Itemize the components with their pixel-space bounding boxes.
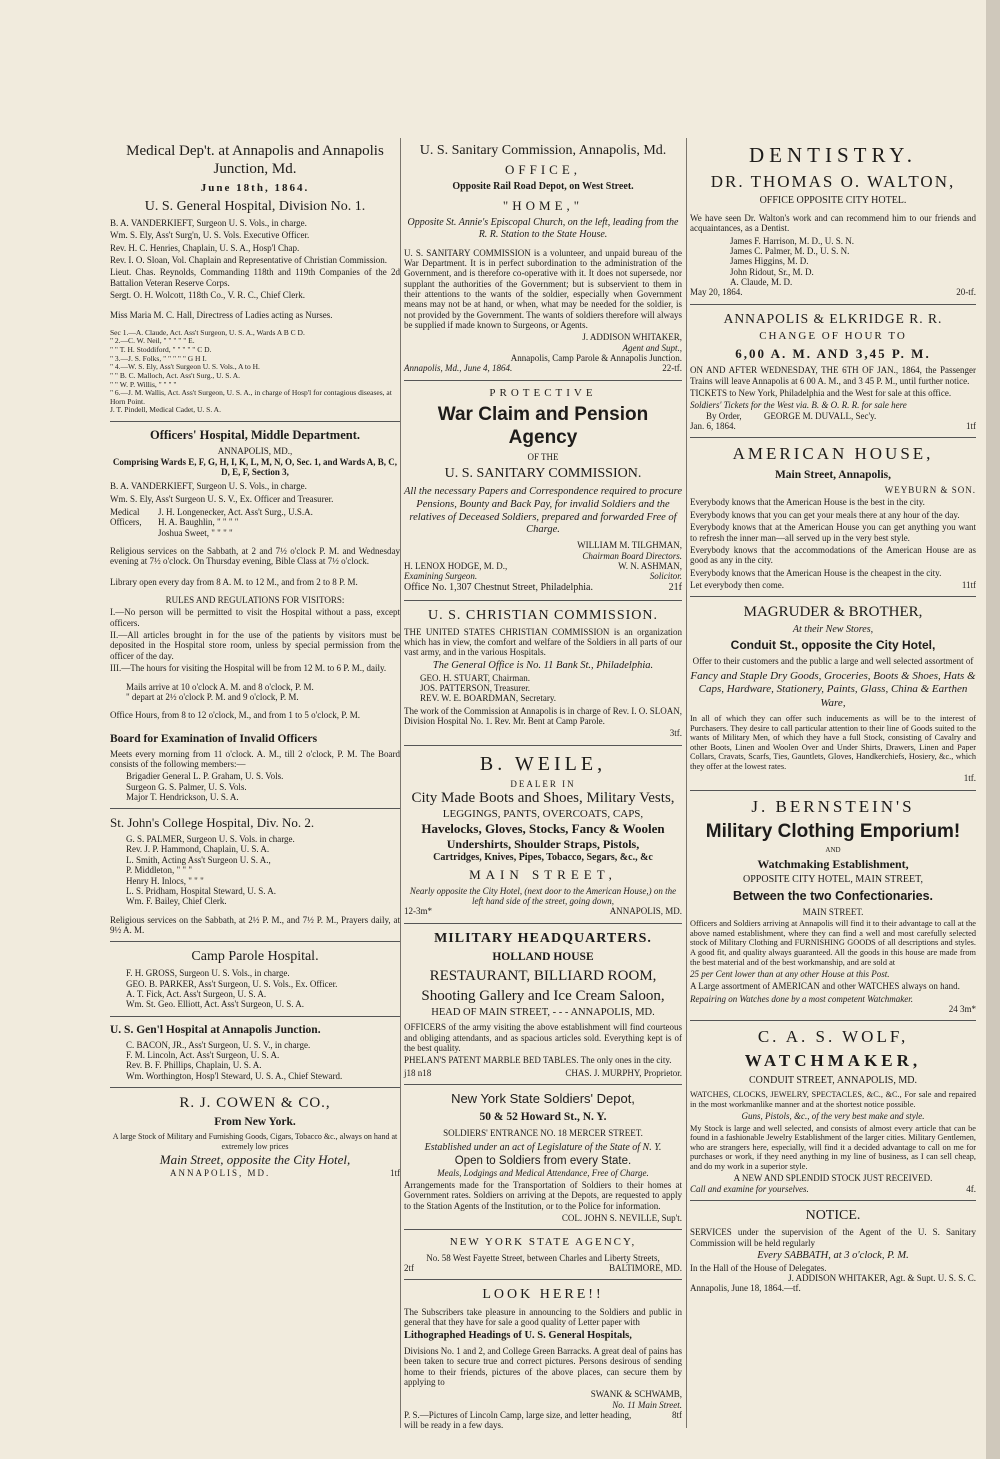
- dentistry-title: DENTISTRY.: [748, 143, 918, 167]
- bernstein-watches: A Large assortment of AMERICAN and other WATCHES always on hand.: [690, 981, 960, 992]
- ah-mark: 11tf: [961, 579, 976, 590]
- agent-name: J. ADDISON WHITAKER,: [582, 332, 682, 343]
- rr-soldiers: Soldiers' Tickets for the West via. B. & O. R. R. for sale here: [690, 400, 907, 411]
- hodge-title: Examining Surgeon.: [404, 571, 478, 582]
- staff-line: Rev. H. C. Henries, Chaplain, U. S. A., Hosp'l Chap.: [110, 242, 300, 253]
- medical-officers-label: Medical Officers,: [110, 507, 142, 528]
- sanitary-title: U. S. Sanitary Commission, Annapolis, Md.: [419, 143, 667, 158]
- bernstein-between: Between the two Confectionaries.: [732, 888, 934, 903]
- staff-line: Lieut. Chas. Reynolds, Commanding 118th and 119th Companies of the 2d Battalion Veteran Reserve Corps.: [110, 267, 400, 288]
- weile-cartridges: Cartridges, Knives, Pipes, Tobacco, Segars, &c., &c: [433, 851, 653, 863]
- column-1: [110, 140, 406, 1178]
- bernstein-emporium: Military Clothing Emporium!: [705, 821, 961, 843]
- agent-mark: 22-tf.: [662, 363, 682, 374]
- column-3: [684, 140, 976, 1294]
- cowen-text: A large Stock of Military and Furnishing Goods, Cigars, Tobacco &c., always on hand at extremely low prices: [112, 1132, 398, 1152]
- rr-text: ON AND AFTER WEDNESDAY, THE 6TH OF JAN., 1864, the Passenger Trains will leave Annapolis at 6 00 A. M., and 3 45 P. M., until further notice.: [690, 365, 976, 386]
- war-text: All the necessary Papers and Correspondence required to procure Pensions, Bounty and Back Pay, for invalid Soldiers and the relatives of Deceased Soldiers, prepared and forwarded Free of Charge.: [404, 485, 682, 536]
- litho-title: Lithographed Headings of U. S. General Hospitals,: [404, 1330, 632, 1342]
- christian-office: The General Office is No. 11 Bank St., Philadelphia.: [432, 659, 654, 671]
- protective-heading: PROTECTIVE: [489, 386, 597, 399]
- rr-change: CHANGE OF HOUR TO: [759, 330, 907, 343]
- wolf-new: A NEW AND SPLENDID STOCK JUST RECEIVED.: [733, 1173, 933, 1184]
- staff-line: C. BACON, JR., Ass't Surgeon, U. S. V., in charge.: [126, 1039, 311, 1050]
- weile-havelocks: Havelocks, Gloves, Stocks, Fancy & Woolen: [421, 821, 665, 837]
- staff-line: B. A. VANDERKIEFT, Surgeon U. S. Vols., in charge.: [110, 481, 307, 492]
- staff-line: Wm. S. Ely, Ass't Surg'n, U. S. Vols. Executive Officer.: [110, 230, 310, 241]
- bernstein-text: Officers and Soldiers arriving at Annapolis will find it to their advantage to call at the above named establishment, where they can find a well and most carefully selected stock of Military Clothing and FURNISHING GOODS of all descriptions and styles. A good fit, and quality always guaranteed. All the goods in this house are made from the best material and of the best workmanship, and are sold at: [690, 919, 976, 967]
- magruder-mark: 1tf.: [963, 773, 976, 784]
- dr-reference: John Ridout, Sr., M. D.: [730, 266, 814, 277]
- swank-address: No. 11 Main Street.: [612, 1399, 682, 1410]
- bernstein-title: J. BERNSTEIN'S: [751, 796, 915, 816]
- ps-mark: 8tf: [672, 1410, 682, 1421]
- religious-services: Religious services on the Sabbath, at 2 and 7½ o'clock P. M. and Wednesday evening at 7½ o'clock. On Thursday evening, Bible Class at 7½ o'clock.: [110, 546, 400, 567]
- phelan: PHELAN'S PATENT MARBLE BED TABLES. The only ones in the city.: [404, 1055, 672, 1066]
- junction-hospital-title: U. S. Gen'l Hospital at Annapolis Junction.: [110, 1023, 321, 1036]
- wolf-watchmaker: WATCHMAKER,: [744, 1051, 922, 1071]
- magruder-offer: Offer to their customers and the public a large and well selected assortment of: [692, 655, 974, 666]
- ah-line: Everybody knows that the accommodations of the American House are as good as any in the city.: [690, 544, 976, 566]
- weile-date: 12-3m*: [404, 906, 432, 917]
- dr-reference: James F. Harrison, M. D., U. S. N.: [730, 235, 855, 246]
- nys-agency-mark: 2tf: [404, 1263, 414, 1274]
- nys-title: New York State Soldiers' Depot,: [451, 1090, 635, 1106]
- ward-line: " 6.—J. M. Wallis, Act. Ass't Surgeon, U. S. A., in charge of Hosp'l for contagious diseases, at Horn Point.: [110, 388, 392, 406]
- wolf-title: C. A. S. WOLF,: [757, 1027, 909, 1047]
- wolf-text-2: My Stock is large and well selected, and consists of almost every article that can be found in a fashionable Jewelry Establishment of the larger cities. Military Gentlemen, who are strangers here, especially, will find it a decided advantage to call on me for purchases or work, if they need anything in my line of business, as I can sell cheap, and do my work in a superior style.: [690, 1123, 976, 1171]
- mails-line: Mails arrive at 10 o'clock A. M. and 8 o'clock, P. M.: [126, 681, 314, 692]
- shooting: Shooting Gallery and Ice Cream Saloon,: [421, 988, 665, 1005]
- mails-line: " depart at 2½ o'clock P. M. and 9 o'clock, P. M.: [126, 691, 299, 702]
- staff-line: A. T. Fick, Act. Ass't Surgeon, U. S. A.: [126, 989, 267, 999]
- staff-line: L. Smith, Acting Ass't Surgeon U. S. A.,: [126, 854, 271, 865]
- restaurant: RESTAURANT, BILLIARD ROOM,: [429, 967, 657, 984]
- mh-date: j18 n18: [404, 1067, 432, 1078]
- rr-mark: 1tf: [966, 421, 976, 432]
- weile-address: Nearly opposite the City Hotel, (next door to the American House,) on the left hand side of the street, going down,: [409, 885, 677, 906]
- camp-parole-title: Camp Parole Hospital.: [191, 949, 319, 965]
- officers-hospital-title: Officers' Hospital, Middle Department.: [149, 428, 361, 443]
- weile-leggings: LEGGINGS, PANTS, OVERCOATS, CAPS,: [442, 807, 644, 820]
- staff-line: Rev. B. F. Phillips, Chaplain, U. S. A.: [126, 1060, 262, 1071]
- notice-hall: In the Hall of the House of Delegates.: [690, 1262, 827, 1273]
- dr-reference: A. Claude, M. D.: [730, 276, 793, 287]
- officer-line: J. H. Longenecker, Act. Ass't Surg., U.S.A.: [158, 507, 313, 518]
- wolf-mark: 4f.: [966, 1183, 976, 1194]
- bernstein-percent: 25 per Cent lower than at any other House at this Post.: [690, 969, 890, 980]
- nys-col: COL. JOHN S. NEVILLE, Sup't.: [561, 1213, 682, 1223]
- date-line: June 18th, 1864.: [200, 181, 310, 194]
- nys-agency: NEW YORK STATE AGENCY,: [449, 1236, 637, 1249]
- home-sub: Opposite St. Annie's Episcopal Church, on the left, leading from the R. R. Station to the State House.: [407, 217, 679, 241]
- magruder-sub: At their New Stores,: [792, 623, 874, 635]
- ward-line: " " W. P. Willis, " " " ": [110, 379, 177, 389]
- dr-date: May 20, 1864.: [690, 287, 743, 298]
- tilghman-title: Chairman Board Directors.: [582, 550, 682, 561]
- medical-dept-title: Medical Dep't. at Annapolis and Annapolis Junction, Md.: [126, 143, 384, 178]
- ah-line: Everybody knows that the American House is the best in the city.: [690, 497, 925, 508]
- ward-line: " 3.—J. S. Folks, " " " " " G H I.: [110, 353, 207, 363]
- nys-agency-city: BALTIMORE, MD.: [609, 1263, 682, 1274]
- christian-work: The work of the Commission at Annapolis is in charge of Rev. I. O. SLOAN, Division Hospital No. 1. Rev. Mr. Bent at Camp Parole.: [404, 705, 682, 726]
- magruder-conduit: Conduit St., opposite the City Hotel,: [730, 638, 936, 653]
- ward-line: J. T. Pindell, Medical Cadet, U. S. A.: [110, 405, 221, 415]
- mh-prop: CHAS. J. MURPHY, Proprietor.: [565, 1067, 682, 1078]
- notice-date: Annapolis, June 18, 1864.—tf.: [690, 1283, 801, 1294]
- board-member: Surgeon G. S. Palmer, U. S. Vols.: [126, 781, 247, 792]
- staff-line: GEO. B. PARKER, Ass't Surgeon, U. S. Vols., Ex. Officer.: [126, 978, 338, 989]
- weile-boots: City Made Boots and Shoes, Military Vests,: [411, 790, 675, 807]
- office-heading: OFFICE,: [504, 162, 582, 178]
- ashman-title: Solicitor.: [649, 571, 682, 582]
- sanitary-text: U. S. SANITARY COMMISSION is a volunteer, and unpaid bureau of the War Department. It is in perfect subordination to the administration of the Government, and is therefore co-operative with it. It does not supersede, nor supplant the authorities of the Government; but is subservient to them in their attentions to the wants of the soldier, especially when Government means may not be at hand, or when, what may be needed for the soldier, is not provided by the Government. The wants of soldiers therefore will always be supplied if made known to Surgeons, or Agents.: [404, 247, 682, 331]
- notice-title: NOTICE.: [805, 1208, 861, 1224]
- bernstein-and: AND: [825, 845, 841, 854]
- ah-title: AMERICAN HOUSE,: [732, 444, 934, 464]
- bernstein-main: MAIN STREET.: [802, 907, 864, 918]
- officers-hospital-wards: Comprising Wards E, F, G, H, I, K, L, M, N, O, Sec. 1, and Wards A, B, C, D, E, F, Section 3,: [112, 456, 398, 478]
- st-johns-title: St. John's College Hospital, Div. No. 2.: [110, 815, 315, 831]
- head-main: HEAD OF MAIN STREET, - - - ANNAPOLIS, MD.: [431, 1007, 655, 1019]
- christian-person: JOS. PATTERSON, Treasurer.: [420, 682, 530, 693]
- office-sub: Opposite Rail Road Depot, on West Street.: [452, 180, 634, 192]
- ward-line: " 4.—W. S. Ely, Ass't Surgeon U. S. Vols., A to H.: [110, 362, 260, 372]
- weile-main-street: MAIN STREET,: [469, 866, 617, 882]
- cowen-mark: 1tf: [390, 1167, 400, 1178]
- magruder-title: MAGRUDER & BROTHER,: [743, 604, 923, 621]
- mh-text: OFFICERS of the army visiting the above establishment will find courteous and obliging attendants, and as spacious articles sold. Everything kept is of the best quality.: [404, 1022, 682, 1053]
- staff-line: B. A. VANDERKIEFT, Surgeon U. S. Vols., in charge.: [110, 218, 307, 229]
- dr-office: OFFICE OPPOSITE CITY HOTEL.: [759, 195, 907, 207]
- cowen-title: R. J. COWEN & CO.,: [179, 1095, 331, 1112]
- staff-line: Rev. I. O. Sloan, Vol. Chaplain and Representative of Christian Commission.: [110, 255, 388, 266]
- rr-date: Jan. 6, 1864.: [690, 421, 736, 432]
- staff-line: F. M. Lincoln, Act. Ass't Surgeon, U. S. A.: [126, 1050, 280, 1061]
- war-claim-title: War Claim and Pension Agency: [437, 404, 649, 449]
- christian-title: U. S. CHRISTIAN COMMISSION.: [427, 607, 659, 623]
- staff-line: Wm. F. Bailey, Chief Clerk.: [126, 896, 227, 907]
- nys-open: Open to Soldiers from every State.: [454, 1154, 632, 1167]
- notice-every: Every SABBATH, at 3 o'clock, P. M.: [757, 1249, 909, 1261]
- staff-line: Wm. Worthington, Hosp'l Steward, U. S. A., Chief Steward.: [126, 1070, 343, 1081]
- dr-name: DR. THOMAS O. WALTON,: [710, 171, 956, 191]
- ward-line: " " B. C. Malloch, Act. Ass't Surg., U. S. A.: [110, 370, 241, 380]
- look-here: LOOK HERE!!: [482, 1287, 604, 1303]
- dr-reference: James Higgins, M. D.: [730, 256, 809, 267]
- ward-line: " " T. H. Stoddiford, " " " " " C D.: [110, 345, 212, 355]
- officer-line: H. A. Baughlin, " " " ": [158, 517, 239, 528]
- rr-sec: GEORGE M. DUVALL, Sec'y.: [763, 410, 877, 421]
- rr-title: ANNAPOLIS & ELKRIDGE R. R.: [723, 310, 943, 326]
- wolf-address: CONDUIT STREET, ANNAPOLIS, MD.: [749, 1074, 917, 1086]
- nys-text: Arrangements made for the Transportation of Soldiers to their homes at Government rates. Soldiers on arriving at the Depots, are requested to apply to the Station Agents of the Institution, or to the Police for information.: [404, 1179, 682, 1211]
- cowen-sub: From New York.: [214, 1116, 296, 1129]
- of-the: OF THE: [527, 451, 559, 462]
- agent-place: Annapolis, Camp Parole & Annapolis Junction.: [510, 353, 682, 364]
- rule-line: I.—No person will be permitted to visit the Hospital without a pass, except officers.: [110, 607, 400, 628]
- weile-city: ANNAPOLIS, MD.: [609, 906, 682, 917]
- bernstein-mark: 24 3m*: [948, 1004, 976, 1015]
- officers-hospital-place: ANNAPOLIS, MD.,: [217, 446, 293, 457]
- magruder-goods: Fancy and Staple Dry Goods, Groceries, Boots & Shoes, Hats & Caps, Hardware, Stationery, Paints, Glass, China & Earthen Ware,: [690, 670, 976, 709]
- staff-line: Wm. S. Ely, Ass't Surgeon U. S. V., Ex. Officer and Treasurer.: [110, 493, 334, 504]
- board-title: Board for Examination of Invalid Officers: [110, 732, 318, 745]
- officer-line: Joshua Sweet, " " " ": [158, 527, 233, 538]
- board-member: Brigadier General L. P. Graham, U. S. Vols.: [126, 771, 284, 782]
- page-edge: [986, 0, 1000, 1459]
- staff-line: L. S. Pridham, Hospital Steward, U. S. A.: [126, 885, 276, 896]
- board-member: Major T. Hendrickson, U. S. A.: [126, 791, 239, 802]
- rules-title: RULES AND REGULATIONS FOR VISITORS:: [165, 595, 345, 606]
- christian-text: THE UNITED STATES CHRISTIAN COMMISSION is an organization which has in view, the comfort and welfare of the Soldiers in all parts of our vast army, and in the various Hospitals.: [404, 626, 682, 658]
- wolf-call: Call and examine for yourselves.: [690, 1183, 809, 1194]
- column-2: [398, 140, 688, 1431]
- library-hours: Library open every day from 8 A. M. to 12 M., and from 2 to 8 P. M.: [110, 576, 358, 587]
- nys-agency-address: No. 58 West Fayette Street, between Charles and Liberty Streets,: [426, 1252, 660, 1263]
- dr-reference: James C. Palmer, M. D., U. S. N.: [730, 245, 850, 256]
- rule-line: II.—All articles brought in for the use of the patients by visitors must be deposited in the Hospital store room, unless by special permission from the officer of the day.: [110, 630, 400, 661]
- ah-let: Let everybody then come.: [690, 579, 784, 590]
- ah-line: Everybody knows that you can get your meals there at any hour of the day.: [690, 509, 960, 520]
- wolf-guns: Guns, Pistols, &c., of the very best make and style.: [741, 1111, 925, 1122]
- rr-time: 6,00 A. M. AND 3,45 P. M.: [735, 346, 931, 362]
- staff-line: F. H. GROSS, Surgeon U. S. Vols., in charge.: [126, 968, 290, 979]
- staff-line: P. Middleton, " " ": [126, 865, 193, 876]
- dr-mark: 20-tf.: [956, 287, 976, 298]
- mh-title: MILITARY HEADQUARTERS.: [434, 930, 652, 946]
- bernstein-repair: Repairing on Watches done by a most competent Watchmaker.: [690, 993, 914, 1004]
- weile-title: B. WEILE,: [479, 752, 607, 775]
- ah-main: Main Street, Annapolis,: [774, 469, 892, 482]
- rr-tickets: TICKETS to New York, Philadelphia and the West for sale at this office.: [690, 388, 952, 399]
- usc-title: U. S. SANITARY COMMISSION.: [444, 465, 642, 481]
- agent-date: Annapolis, Md., June 4, 1864.: [404, 363, 513, 374]
- christian-mark: 3tf.: [669, 728, 682, 739]
- matron-line: Miss Maria M. C. Hall, Directress of Ladies acting as Nurses.: [110, 310, 333, 321]
- ashman: W. N. ASHMAN,: [618, 560, 682, 571]
- bernstein-opposite: OPPOSITE CITY HOTEL, MAIN STREET,: [743, 874, 923, 886]
- office-address: Office No. 1,307 Chestnut Street, Philadelphia.: [404, 581, 593, 593]
- ward-line: Sec 1.—A. Claude, Act. Ass't Surgeon, U. S. A., Wards A B C D.: [110, 327, 305, 337]
- look-text: The Subscribers take pleasure in announcing to the Soldiers and public in general that they have for sale a good quality of Letter paper with: [404, 1306, 682, 1327]
- staff-line: G. S. PALMER, Surgeon U. S. Vols. in charge.: [126, 834, 295, 845]
- staff-line: Henry H. Inlocs, " " ": [126, 875, 204, 886]
- ah-owner: WEYBURN & SON.: [884, 485, 976, 496]
- holland-house: HOLLAND HOUSE: [492, 950, 594, 963]
- weile-undershirts: Undershirts, Shoulder Straps, Pistols,: [446, 836, 640, 851]
- ps-note: P. S.—Pictures of Lincoln Camp, large size, and letter heading, will be ready in a few days.: [404, 1410, 632, 1431]
- ah-line: Everybody knows that the American House is the cheapest in the city.: [690, 567, 942, 578]
- agent-title: Agent and Supt.,: [622, 342, 682, 353]
- staff-line: Sergt. O. H. Wolcott, 118th Co., V. R. C., Chief Clerk.: [110, 290, 306, 301]
- dealer-in: DEALER IN: [510, 779, 576, 790]
- magruder-text: In all of which they can offer such inducements as will be to the interest of Purchasers. They desire to call particular attention to their line of Goods suited to the wants of Military Men, of which they have a full Stock, consisting of Cavalry and other Boots, Linen and Woolen Over and Under Shirts, Drawers, Linen and Paper Collars, Cravats, Scarfs, Ties, Gauntlets, Gloves, Handkerchiefs, Hosiery, &c., which they offer at the lowest rates.: [690, 714, 976, 771]
- notice-sign: J. ADDISON WHITAKER, Agt. & Supt. U. S. S. C.: [788, 1273, 976, 1284]
- litho-text: Divisions No. 1 and 2, and College Green Barracks. A great deal of pains has been taken to secure true and correct pictures. Persons desirous of sending home to their friends, pictures of the above places, can secure them by applying to: [404, 1346, 682, 1388]
- staff-line: Wm. St. Geo. Elliott, Act. Ass't Surgeon, U. S. A.: [126, 999, 304, 1010]
- ward-line: " 2.—C. W. Neil, " " " " " E.: [110, 336, 195, 346]
- hodge: H. LENOX HODGE, M. D.,: [404, 560, 508, 571]
- christian-person: GEO. H. STUART, Chairman.: [420, 672, 531, 683]
- rr-order: By Order,: [706, 410, 742, 421]
- cowen-address: Main Street, opposite the City Hotel,: [159, 1151, 351, 1167]
- rule-line: III.—The hours for visiting the Hospital will be from 12 M. to 6 P. M., daily.: [110, 663, 387, 674]
- nys-established: Established under an act of Legislature of the State of N. Y.: [424, 1142, 662, 1154]
- nys-meals: Meals, Lodgings and Medical Attendance, Free of Charge.: [437, 1167, 649, 1178]
- nys-address: 50 & 52 Howard St., N. Y.: [479, 1110, 607, 1123]
- bernstein-watchmaking: Watchmaking Establishment,: [757, 856, 909, 871]
- notice-text: SERVICES under the supervision of the Agent of the U. S. Sanitary Commission will be held regularly: [690, 1227, 976, 1248]
- office-hours: Office Hours, from 8 to 12 o'clock, M., and from 1 to 5 o'clock, P. M.: [110, 710, 361, 721]
- home-heading: "HOME,": [502, 198, 584, 214]
- swank: SWANK & SCHWAMB,: [590, 1389, 682, 1400]
- board-text: Meets every morning from 11 o'clock. A. M., till 2 o'clock, P. M. The Board consists of the following members:—: [110, 748, 400, 769]
- tilghman: WILLIAM M. TILGHMAN,: [577, 540, 682, 551]
- general-hospital-title: U. S. General Hospital, Division No. 1.: [144, 199, 366, 214]
- ah-line: Everybody knows that at the American House you can get anything you want to refresh the inner man—all served up in the very best style.: [690, 522, 976, 543]
- dr-text: We have seen Dr. Walton's work and can recommend him to our friends and acquaintances, as a Dentist.: [690, 212, 976, 234]
- nys-entrance: SOLDIERS' ENTRANCE NO. 18 MERCER STREET.: [443, 1127, 643, 1138]
- sjc-religious: Religious services on the Sabbath, at 2½ P. M., and 7½ P. M., Prayers daily, at 9½ A. M.: [110, 914, 400, 935]
- wolf-text: WATCHES, CLOCKS, JEWELRY, SPECTACLES, &C., &C., For sale and repaired in the most workmanlike manner and at the shortest notice possible.: [690, 1090, 976, 1109]
- christian-person: REV. W. E. BOARDMAN, Secretary.: [420, 693, 556, 704]
- cowen-city: ANNAPOLIS, MD.: [170, 1167, 271, 1178]
- office-mark: 21f: [668, 581, 682, 593]
- staff-line: Rev. J. P. Hammond, Chaplain, U. S. A.: [126, 844, 270, 855]
